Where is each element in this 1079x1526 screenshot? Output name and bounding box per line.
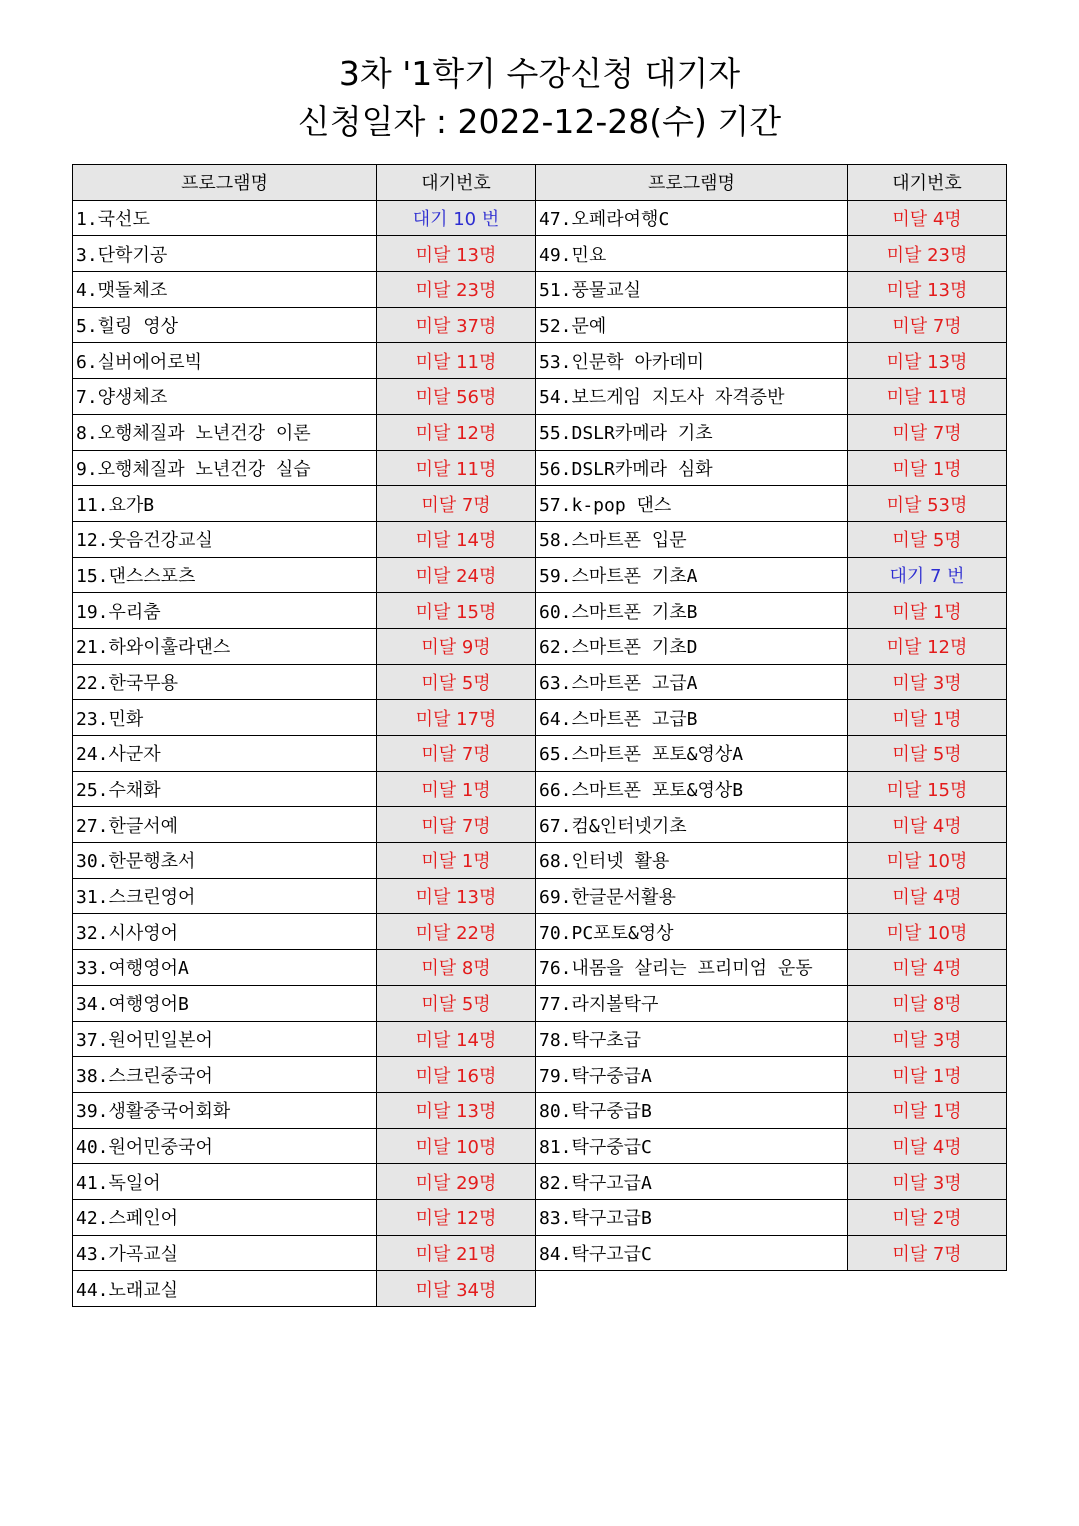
program-name-cell: 47.오페라여행C: [536, 200, 848, 236]
table-row: [73, 736, 536, 772]
table-row: [536, 771, 1007, 807]
table-row: [536, 200, 1007, 236]
shortfall-count-cell: 미달 14명: [377, 521, 536, 557]
program-name-cell: 68.인터넷 활용: [536, 843, 848, 879]
table-row: [73, 1128, 536, 1164]
table-row: [73, 1021, 536, 1057]
waitlist-table-right: [535, 164, 1007, 1271]
table-row: [536, 700, 1007, 736]
shortfall-count-cell: 미달 2명: [848, 1199, 1007, 1235]
table-row: [73, 843, 536, 879]
shortfall-count-cell: 미달 13명: [848, 343, 1007, 379]
program-name-cell: 39.생활중국어회화: [73, 1092, 377, 1128]
table-row: [536, 379, 1007, 415]
table-row: [73, 1235, 536, 1271]
program-name-cell: 80.탁구중급B: [536, 1092, 848, 1128]
waitlist-number-cell: 대기 10 번: [377, 200, 536, 236]
program-name-cell: 81.탁구중급C: [536, 1128, 848, 1164]
program-name-cell: 38.스크린중국어: [73, 1057, 377, 1093]
shortfall-count-cell: 미달 13명: [377, 1092, 536, 1128]
table-row: [536, 272, 1007, 308]
program-name-cell: 1.국선도: [73, 200, 377, 236]
table-row: [73, 343, 536, 379]
table-row: [536, 1092, 1007, 1128]
shortfall-count-cell: 미달 1명: [377, 843, 536, 879]
program-name-cell: 51.풍물교실: [536, 272, 848, 308]
table-row: [536, 1235, 1007, 1271]
shortfall-count-cell: 미달 12명: [377, 414, 536, 450]
shortfall-count-cell: 미달 4명: [848, 807, 1007, 843]
program-name-cell: 32.시사영어: [73, 914, 377, 950]
program-name-cell: 31.스크린영어: [73, 878, 377, 914]
table-row: [73, 557, 536, 593]
shortfall-count-cell: 미달 9명: [377, 628, 536, 664]
shortfall-count-cell: 미달 29명: [377, 1164, 536, 1200]
shortfall-count-cell: 미달 17명: [377, 700, 536, 736]
program-name-cell: 24.사군자: [73, 736, 377, 772]
shortfall-count-cell: 미달 24명: [377, 557, 536, 593]
shortfall-count-cell: 미달 10명: [848, 843, 1007, 879]
shortfall-count-cell: 미달 56명: [377, 379, 536, 415]
program-name-cell: 76.내몸을 살리는 프리미엄 운동: [536, 950, 848, 986]
shortfall-count-cell: 미달 7명: [377, 807, 536, 843]
program-name-cell: 41.독일어: [73, 1164, 377, 1200]
shortfall-count-cell: 미달 11명: [848, 379, 1007, 415]
table-row: [536, 414, 1007, 450]
program-name-cell: 4.맷돌체조: [73, 272, 377, 308]
table-row: [73, 807, 536, 843]
program-name-cell: 79.탁구중급A: [536, 1057, 848, 1093]
shortfall-count-cell: 미달 5명: [377, 664, 536, 700]
program-name-cell: 59.스마트폰 기초A: [536, 557, 848, 593]
table-row: [536, 1021, 1007, 1057]
shortfall-count-cell: 미달 1명: [848, 450, 1007, 486]
shortfall-count-cell: 미달 7명: [848, 1235, 1007, 1271]
table-row: [536, 1057, 1007, 1093]
table-row: [73, 700, 536, 736]
shortfall-count-cell: 미달 4명: [848, 878, 1007, 914]
shortfall-count-cell: 미달 8명: [848, 985, 1007, 1021]
shortfall-count-cell: 미달 8명: [377, 950, 536, 986]
program-name-cell: 3.단학기공: [73, 236, 377, 272]
program-name-cell: 63.스마트폰 고급A: [536, 664, 848, 700]
shortfall-count-cell: 미달 4명: [848, 200, 1007, 236]
program-name-cell: 64.스마트폰 고급B: [536, 700, 848, 736]
shortfall-count-cell: 미달 7명: [848, 307, 1007, 343]
table-row: [536, 736, 1007, 772]
program-name-cell: 84.탁구고급C: [536, 1235, 848, 1271]
shortfall-count-cell: 미달 34명: [377, 1271, 536, 1307]
program-name-cell: 70.PC포토&영상: [536, 914, 848, 950]
shortfall-count-cell: 미달 4명: [848, 1128, 1007, 1164]
program-name-cell: 82.탁구고급A: [536, 1164, 848, 1200]
table-row: [73, 521, 536, 557]
page-subtitle-date: 신청일자 : 2022-12-28(수) 기간: [297, 102, 782, 141]
program-name-cell: 58.스마트폰 입문: [536, 521, 848, 557]
shortfall-count-cell: 미달 16명: [377, 1057, 536, 1093]
shortfall-count-cell: 미달 22명: [377, 914, 536, 950]
table-row: [73, 414, 536, 450]
program-name-cell: 44.노래교실: [73, 1271, 377, 1307]
table-row: [536, 914, 1007, 950]
shortfall-count-cell: 미달 1명: [848, 1092, 1007, 1128]
table-row: [73, 664, 536, 700]
program-name-cell: 56.DSLR카메라 심화: [536, 450, 848, 486]
program-name-cell: 69.한글문서활용: [536, 878, 848, 914]
table-header-row: [73, 165, 536, 201]
program-name-cell: 11.요가B: [73, 486, 377, 522]
program-name-cell: 27.한글서예: [73, 807, 377, 843]
shortfall-count-cell: 미달 14명: [377, 1021, 536, 1057]
table-row: [73, 236, 536, 272]
table-row: [73, 950, 536, 986]
table-header-row: [536, 165, 1007, 201]
shortfall-count-cell: 미달 1명: [848, 593, 1007, 629]
shortfall-count-cell: 미달 23명: [377, 272, 536, 308]
program-name-cell: 34.여행영어B: [73, 985, 377, 1021]
program-name-cell: 77.라지볼탁구: [536, 985, 848, 1021]
table-row: [536, 1199, 1007, 1235]
table-row: [536, 950, 1007, 986]
program-name-cell: 55.DSLR카메라 기초: [536, 414, 848, 450]
shortfall-count-cell: 미달 7명: [377, 486, 536, 522]
shortfall-count-cell: 미달 15명: [848, 771, 1007, 807]
table-row: [536, 628, 1007, 664]
program-name-cell: 65.스마트폰 포토&영상A: [536, 736, 848, 772]
shortfall-count-cell: 미달 23명: [848, 236, 1007, 272]
table-row: [536, 343, 1007, 379]
table-row: [536, 593, 1007, 629]
program-name-cell: 53.인문학 아카데미: [536, 343, 848, 379]
table-row: [536, 521, 1007, 557]
table-row: [536, 1128, 1007, 1164]
shortfall-count-cell: 미달 1명: [848, 700, 1007, 736]
program-name-cell: 42.스페인어: [73, 1199, 377, 1235]
shortfall-count-cell: 미달 21명: [377, 1235, 536, 1271]
program-name-cell: 57.k-pop 댄스: [536, 486, 848, 522]
program-name-cell: 19.우리춤: [73, 593, 377, 629]
program-name-cell: 52.문예: [536, 307, 848, 343]
table-row: [536, 450, 1007, 486]
program-name-cell: 66.스마트폰 포토&영상B: [536, 771, 848, 807]
waitlist-number-cell: 대기 7 번: [848, 557, 1007, 593]
table-row: [536, 878, 1007, 914]
shortfall-count-cell: 미달 1명: [377, 771, 536, 807]
table-row: [73, 379, 536, 415]
program-name-cell: 62.스마트폰 기초D: [536, 628, 848, 664]
program-name-cell: 23.민화: [73, 700, 377, 736]
column-header-waitnum: 대기번호: [848, 165, 1007, 201]
shortfall-count-cell: 미달 11명: [377, 450, 536, 486]
program-name-cell: 33.여행영어A: [73, 950, 377, 986]
table-row: [536, 236, 1007, 272]
table-row: [73, 985, 536, 1021]
table-row: [536, 843, 1007, 879]
program-name-cell: 21.하와이훌라댄스: [73, 628, 377, 664]
shortfall-count-cell: 미달 10명: [848, 914, 1007, 950]
program-name-cell: 5.힐링 영상: [73, 307, 377, 343]
table-row: [73, 200, 536, 236]
table-row: [73, 1199, 536, 1235]
shortfall-count-cell: 미달 37명: [377, 307, 536, 343]
shortfall-count-cell: 미달 7명: [377, 736, 536, 772]
program-name-cell: 54.보드게임 지도사 자격증반: [536, 379, 848, 415]
page-title: 3차 '1학기 수강신청 대기자: [338, 54, 741, 93]
table-row: [73, 486, 536, 522]
shortfall-count-cell: 미달 3명: [848, 664, 1007, 700]
table-row: [73, 914, 536, 950]
program-name-cell: 15.댄스스포츠: [73, 557, 377, 593]
shortfall-count-cell: 미달 11명: [377, 343, 536, 379]
program-name-cell: 7.양생체조: [73, 379, 377, 415]
table-row: [73, 878, 536, 914]
program-name-cell: 49.민요: [536, 236, 848, 272]
table-row: [536, 1164, 1007, 1200]
program-name-cell: 30.한문행초서: [73, 843, 377, 879]
shortfall-count-cell: 미달 5명: [848, 736, 1007, 772]
program-name-cell: 43.가곡교실: [73, 1235, 377, 1271]
table-row: [536, 985, 1007, 1021]
column-header-program: 프로그램명: [73, 165, 377, 201]
shortfall-count-cell: 미달 1명: [848, 1057, 1007, 1093]
program-name-cell: 60.스마트폰 기초B: [536, 593, 848, 629]
shortfall-count-cell: 미달 5명: [848, 521, 1007, 557]
table-row: [73, 450, 536, 486]
shortfall-count-cell: 미달 13명: [848, 272, 1007, 308]
waitlist-table-left: [72, 164, 536, 1307]
shortfall-count-cell: 미달 3명: [848, 1164, 1007, 1200]
table-row: [536, 664, 1007, 700]
table-row: [73, 771, 536, 807]
shortfall-count-cell: 미달 3명: [848, 1021, 1007, 1057]
shortfall-count-cell: 미달 7명: [848, 414, 1007, 450]
shortfall-count-cell: 미달 13명: [377, 878, 536, 914]
table-row: [73, 593, 536, 629]
table-row: [73, 1057, 536, 1093]
shortfall-count-cell: 미달 4명: [848, 950, 1007, 986]
table-row: [73, 628, 536, 664]
program-name-cell: 12.웃음건강교실: [73, 521, 377, 557]
program-name-cell: 9.오행체질과 노년건강 실습: [73, 450, 377, 486]
shortfall-count-cell: 미달 12명: [848, 628, 1007, 664]
table-row: [536, 807, 1007, 843]
program-name-cell: 8.오행체질과 노년건강 이론: [73, 414, 377, 450]
shortfall-count-cell: 미달 12명: [377, 1199, 536, 1235]
column-header-program: 프로그램명: [536, 165, 848, 201]
table-row: [73, 1271, 536, 1307]
shortfall-count-cell: 미달 53명: [848, 486, 1007, 522]
table-row: [73, 272, 536, 308]
program-name-cell: 37.원어민일본어: [73, 1021, 377, 1057]
program-name-cell: 25.수채화: [73, 771, 377, 807]
program-name-cell: 83.탁구고급B: [536, 1199, 848, 1235]
table-row: [536, 307, 1007, 343]
shortfall-count-cell: 미달 10명: [377, 1128, 536, 1164]
table-row: [73, 1092, 536, 1128]
program-name-cell: 22.한국무용: [73, 664, 377, 700]
program-name-cell: 67.컴&인터넷기초: [536, 807, 848, 843]
table-row: [73, 307, 536, 343]
column-header-waitnum: 대기번호: [377, 165, 536, 201]
program-name-cell: 78.탁구초급: [536, 1021, 848, 1057]
shortfall-count-cell: 미달 5명: [377, 985, 536, 1021]
shortfall-count-cell: 미달 15명: [377, 593, 536, 629]
table-row: [536, 557, 1007, 593]
program-name-cell: 6.실버에어로빅: [73, 343, 377, 379]
program-name-cell: 40.원어민중국어: [73, 1128, 377, 1164]
shortfall-count-cell: 미달 13명: [377, 236, 536, 272]
table-row: [73, 1164, 536, 1200]
table-row: [536, 486, 1007, 522]
